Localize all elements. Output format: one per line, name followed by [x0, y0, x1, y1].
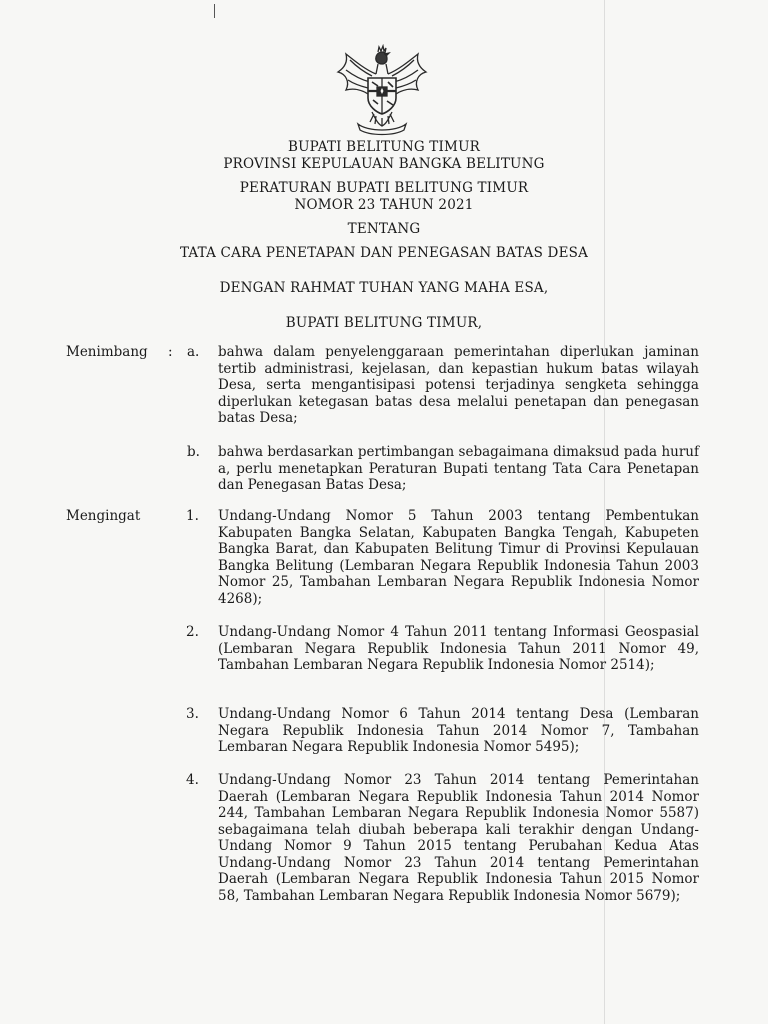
regulation-title: PERATURAN BUPATI BELITUNG TIMUR — [239, 180, 529, 196]
menimbang-item-b: bahwa berdasarkan pertimbangan sebagaimana dimaksud pada huruf a, perlu menetapkan Peraturan Bupati tentang Tata Cara Penetapan dan Penegasan Batas Desa; — [218, 444, 699, 493]
mengingat-label: Mengingat — [66, 508, 141, 524]
list-marker: 2. — [186, 624, 199, 640]
regulation-number: NOMOR 23 TAHUN 2021 — [294, 197, 474, 213]
list-marker: 1. — [186, 508, 199, 524]
list-marker: b. — [187, 444, 200, 460]
issuer-title: BUPATI BELITUNG TIMUR — [287, 139, 481, 155]
preamble-line: DENGAN RAHMAT TUHAN YANG MAHA ESA, — [219, 280, 549, 296]
list-marker: 3. — [186, 706, 199, 722]
province-title: PROVINSI KEPULAUAN BANGKA BELITUNG — [223, 156, 545, 172]
scan-mark — [214, 4, 215, 18]
about-label: TENTANG — [347, 221, 421, 237]
menimbang-colon: : — [168, 344, 173, 360]
mengingat-item-2: Undang-Undang Nomor 4 Tahun 2011 tentang Informasi Geospasial (Lembaran Negara Republik Indonesia Tahun 2011 Nomor 49, Tambahan Lembaran Negara Republik Indonesia Nomor 2514); — [218, 624, 699, 673]
issuer-line: BUPATI BELITUNG TIMUR, — [285, 315, 483, 331]
mengingat-item-3: Undang-Undang Nomor 6 Tahun 2014 tentang Desa (Lembaran Negara Republik Indonesia Tahun 2014 Nomor 7, Tambahan Lembaran Negara Republik Indonesia Nomor 5495); — [218, 706, 699, 755]
list-marker: 4. — [186, 772, 199, 788]
garuda-pancasila-emblem-icon — [332, 44, 432, 136]
mengingat-item-1: Undang-Undang Nomor 5 Tahun 2003 tentang Pembentukan Kabupaten Bangka Selatan, Kabupaten Bangka Tengah, Kabupeten Bangka Barat, dan Kabupaten Belitung Timur di Provinsi Kepulauan Bangka Belitung (Lembaran Negara Republik Indonesia Tahun 2003 Nomor 25, Tambahan Lembaran Negara Republik Indonesia Nomor 4268); — [218, 508, 699, 607]
regulation-subject: TATA CARA PENETAPAN DAN PENEGASAN BATAS DESA — [179, 245, 589, 261]
mengingat-item-4: Undang-Undang Nomor 23 Tahun 2014 tentang Pemerintahan Daerah (Lembaran Negara Republik Indonesia Tahun 2014 Nomor 244, Tambahan Lembaran Negara Republik Indonesia Nomor 5587) sebagaimana telah diubah beberapa kali terakhir dengan Undang-Undang Nomor 9 Tahun 2015 tentang Perubahan Kedua Atas Undang-Undang Nomor 23 Tahun 2014 tentang Pemerintahan Daerah (Lembaran Negara Republik Indonesia Tahun 2015 Nomor 58, Tambahan Lembaran Negara Republik Indonesia Nomor 5679); — [218, 772, 699, 904]
menimbang-item-a: bahwa dalam penyelenggaraan pemerintahan diperlukan jaminan tertib administrasi, kejelasan, dan kepastian hukum batas wilayah Desa, serta mengantisipasi potensi terjadinya sengketa sehingga diperlukan ketegasan batas desa melalui penetapan dan penegasan batas Desa; — [218, 344, 699, 426]
menimbang-label: Menimbang — [66, 344, 148, 360]
list-marker: a. — [187, 344, 200, 360]
